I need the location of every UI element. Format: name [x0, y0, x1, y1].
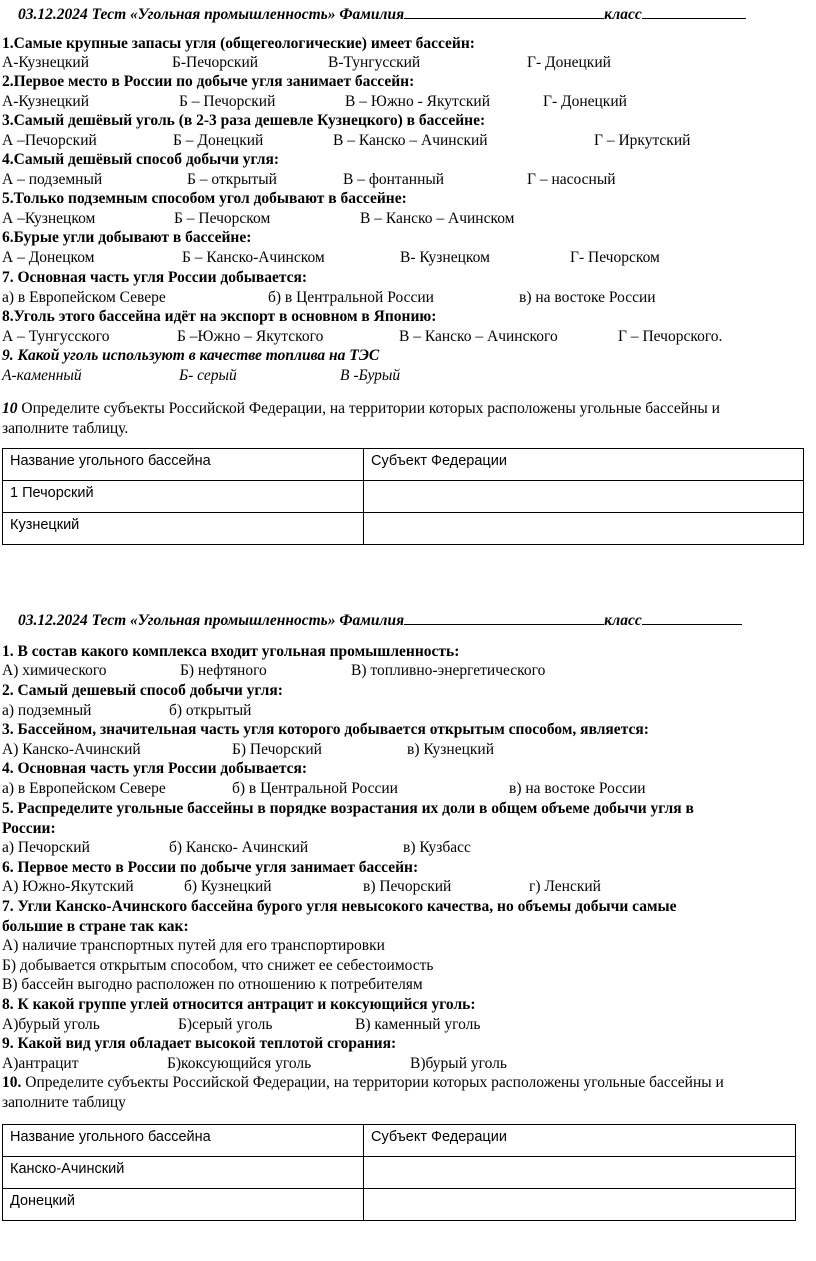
option[interactable]: а) в Европейском Севере — [2, 780, 166, 797]
test2-question-7-cont: большие в стране так как: — [2, 918, 189, 935]
test2-header-title: 03.12.2024 Тест «Угольная промышленность» Фамилия — [18, 612, 405, 629]
option[interactable]: А-Кузнецкий — [2, 54, 89, 71]
table-row — [3, 1157, 796, 1189]
table-cell: Канско-Ачинский — [3, 1157, 364, 1189]
test1-question-3: 3.Самый дешёвый уголь (в 2-3 раза дешевле Кузнецкого) в бассейне: — [2, 112, 486, 129]
option[interactable]: Б –Южно – Якутского — [177, 328, 324, 345]
option[interactable]: Б)серый уголь — [178, 1016, 273, 1033]
surname-blank[interactable] — [404, 610, 604, 625]
table-header-row — [3, 1125, 796, 1157]
test1-options-8 — [2, 327, 814, 347]
table-row — [3, 1189, 796, 1221]
option[interactable]: В-Тунгусский — [328, 54, 421, 71]
option[interactable]: а) Печорский — [2, 839, 90, 856]
option[interactable]: А – Донецком — [2, 249, 95, 266]
test2-question-7: 7. Угли Канско-Ачинского бассейна бурого угля невысокого качества, но объемы добычи самые — [2, 898, 677, 915]
option[interactable]: Г – Иркутский — [594, 132, 691, 149]
answer-option[interactable]: Б) добывается открытым способом, что снижет ее себестоимость — [2, 957, 434, 974]
option[interactable]: г) Ленский — [529, 878, 601, 895]
option[interactable]: б) в Центральной России — [268, 289, 434, 306]
test1-question-8: 8.Уголь этого бассейна идёт на экспорт в основном в Японию: — [2, 308, 437, 325]
test2-table — [2, 1124, 796, 1221]
option[interactable]: в) на востоке России — [509, 780, 646, 797]
option[interactable]: А) Канско-Ачинский — [2, 741, 141, 758]
answer-cell[interactable] — [364, 1157, 796, 1189]
test2-question-5: 5. Распределите угольные бассейны в порядке возрастания их доли в общем объеме добычи угля в — [2, 800, 694, 817]
test1-options-4 — [2, 170, 814, 190]
test2-options-1 — [2, 661, 814, 681]
test1-question-9: 9. Какой уголь используют в качестве топлива на ТЭС — [2, 347, 380, 364]
option[interactable]: б) открытый — [169, 702, 252, 719]
option[interactable]: б) Канско- Ачинский — [169, 839, 309, 856]
option[interactable]: в) Кузбасс — [403, 839, 471, 856]
table-cell: Кузнецкий — [3, 513, 364, 545]
test2-options-5 — [2, 838, 814, 858]
test2-options-8 — [2, 1015, 814, 1035]
option[interactable]: в) на востоке России — [519, 289, 656, 306]
test1-options-1 — [2, 53, 814, 73]
table-header-cell: Название угольного бассейна — [3, 1125, 364, 1157]
test1-table — [2, 448, 804, 545]
table-header-cell: Субъект Федерации — [364, 1125, 796, 1157]
test2-question-1: 1. В состав какого комплекса входит угольная промышленность: — [2, 643, 460, 660]
question-number: 10. — [2, 1074, 22, 1091]
test2-options-6 — [2, 877, 814, 897]
test1-class-label: класс — [604, 6, 642, 23]
option[interactable]: А – подземный — [2, 171, 103, 188]
test1-question-5: 5.Только подземным способом угол добывают в бассейне: — [2, 190, 407, 207]
option[interactable]: Б – Канско-Ачинском — [182, 249, 325, 266]
test2-question-2: 2. Самый дешевый способ добычи угля: — [2, 682, 283, 699]
test2-options-2 — [2, 701, 814, 721]
option[interactable]: В) каменный уголь — [355, 1016, 481, 1033]
test1-question-10-cont: заполните таблицу. — [2, 420, 129, 437]
test2-question-6: 6. Первое место в России по добыче угля занимает бассейн: — [2, 859, 419, 876]
option[interactable]: В) топливно-энергетического — [351, 662, 546, 679]
answer-cell[interactable] — [364, 481, 804, 513]
option[interactable]: Б- серый — [179, 367, 237, 384]
test1-options-7 — [2, 288, 814, 308]
option[interactable]: а) в Европейском Севере — [2, 289, 166, 306]
answer-cell[interactable] — [364, 513, 804, 545]
option[interactable]: Г- Донецкий — [543, 93, 627, 110]
option[interactable]: В- Кузнецком — [400, 249, 490, 266]
test1-options-2 — [2, 92, 814, 112]
answer-option[interactable]: В) бассейн выгодно расположен по отношению к потребителям — [2, 976, 423, 993]
class-blank[interactable] — [642, 4, 746, 19]
surname-blank[interactable] — [404, 4, 604, 19]
test1-options-6 — [2, 248, 814, 268]
test2-options-4 — [2, 779, 814, 799]
option[interactable]: А)бурый уголь — [2, 1016, 100, 1033]
test1-options-5 — [2, 209, 814, 229]
test2-options-3 — [2, 740, 814, 760]
test2-question-3: 3. Бассейном, значительная часть угля которого добывается открытым способом, является: — [2, 721, 649, 738]
table-row — [3, 481, 804, 513]
table-cell: 1 Печорский — [3, 481, 364, 513]
test2-header — [18, 610, 742, 630]
question-text: Определите субъекты Российской Федерации, на территории которых расположены угольные бассейны и — [21, 1074, 724, 1091]
table-row — [3, 513, 804, 545]
option[interactable]: Г- Печорском — [570, 249, 660, 266]
table-header-row — [3, 449, 804, 481]
test1-header-title: 03.12.2024 Тест «Угольная промышленность» Фамилия — [18, 6, 405, 23]
option[interactable]: В -Бурый — [340, 367, 401, 384]
option[interactable]: б) Кузнецкий — [184, 878, 272, 895]
option[interactable]: Г- Донецкий — [527, 54, 611, 71]
table-cell: Донецкий — [3, 1189, 364, 1221]
answer-option[interactable]: А) наличие транспортных путей для его транспортировки — [2, 937, 385, 954]
option[interactable]: В)бурый уголь — [410, 1055, 507, 1072]
question-text: Определите субъекты Российской Федерации, на территории которых расположены угольные бассейны и — [17, 400, 720, 417]
test2-class-label: класс — [604, 612, 642, 629]
test2-question-5-cont: России: — [2, 820, 56, 837]
class-blank[interactable] — [642, 610, 742, 625]
option[interactable]: А)антрацит — [2, 1055, 79, 1072]
option[interactable]: Б – Печорский — [179, 93, 276, 110]
test2-question-10 — [2, 1073, 802, 1093]
table-header-cell: Название угольного бассейна — [3, 449, 364, 481]
option[interactable]: В – Южно - Якутский — [345, 93, 490, 110]
option[interactable]: Б – Печорском — [174, 210, 271, 227]
option[interactable]: в) Кузнецкий — [407, 741, 494, 758]
test2-question-4: 4. Основная часть угля России добывается: — [2, 760, 308, 777]
test2-question-10-cont: заполните таблицу — [2, 1094, 126, 1111]
option[interactable]: А-каменный — [2, 367, 82, 384]
option[interactable]: В – фонтанный — [343, 171, 445, 188]
option[interactable]: Г – Печорского. — [618, 328, 723, 345]
option[interactable]: Г – насосный — [527, 171, 616, 188]
option[interactable]: А-Кузнецкий — [2, 93, 89, 110]
test2-question-8: 8. К какой группе углей относится антрацит и коксующийся уголь: — [2, 996, 476, 1013]
table-header-cell: Субъект Федерации — [364, 449, 804, 481]
option[interactable]: А – Тунгусского — [2, 328, 110, 345]
option[interactable]: А) химического — [2, 662, 107, 679]
test1-options-3 — [2, 131, 814, 151]
option[interactable]: Б – открытый — [187, 171, 277, 188]
test1-question-4: 4.Самый дешёвый способ добычи угля: — [2, 151, 280, 168]
test2-options-9 — [2, 1054, 814, 1074]
test1-question-2: 2.Первое место в России по добыче угля занимает бассейн: — [2, 73, 415, 90]
option[interactable]: В – Канско – Ачинский — [333, 132, 488, 149]
option[interactable]: б) в Центральной России — [232, 780, 398, 797]
option[interactable]: Б)коксующийся уголь — [167, 1055, 312, 1072]
option[interactable]: А –Кузнецком — [2, 210, 96, 227]
option[interactable]: Б) Печорский — [232, 741, 322, 758]
question-number: 10 — [2, 400, 18, 417]
test1-question-1: 1.Самые крупные запасы угля (общегеологические) имеет бассейн: — [2, 35, 475, 52]
test1-header — [18, 4, 746, 24]
option[interactable]: в) Печорский — [363, 878, 452, 895]
option[interactable]: а) подземный — [2, 702, 92, 719]
test1-question-10 — [2, 399, 802, 419]
answer-cell[interactable] — [364, 1189, 796, 1221]
option[interactable]: А) Южно-Якутский — [2, 878, 134, 895]
test1-question-7: 7. Основная часть угля России добывается: — [2, 269, 308, 286]
option[interactable]: Б) нефтяного — [180, 662, 267, 679]
test1-options-9 — [2, 366, 814, 386]
test1-question-6: 6.Бурые угли добывают в бассейне: — [2, 229, 252, 246]
option[interactable]: Б – Донецкий — [173, 132, 264, 149]
option[interactable]: А –Печорский — [2, 132, 97, 149]
option[interactable]: В – Канско – Ачинского — [399, 328, 558, 345]
option[interactable]: В – Канско – Ачинском — [360, 210, 515, 227]
test2-question-9: 9. Какой вид угля обладает высокой теплотой сгорания: — [2, 1035, 397, 1052]
option[interactable]: Б-Печорский — [172, 54, 259, 71]
